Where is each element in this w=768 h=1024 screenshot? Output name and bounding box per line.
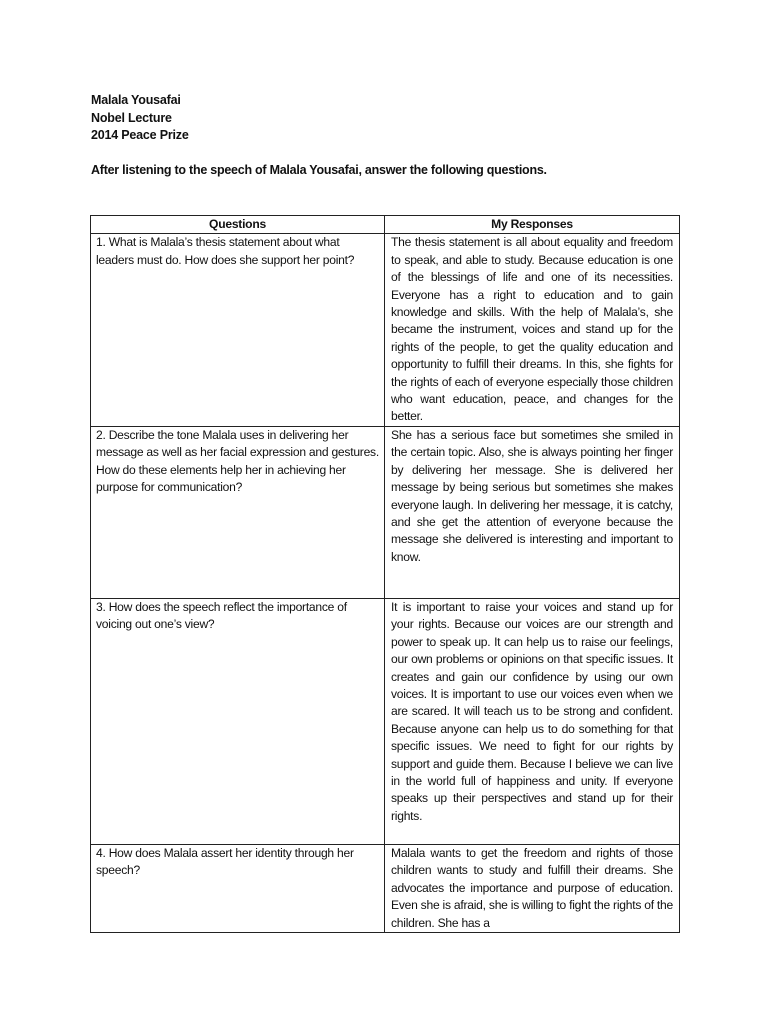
- instruction-text: After listening to the speech of Malala Yousafai, answer the following questions.: [91, 163, 547, 177]
- response-cell: [385, 844, 680, 932]
- table-header-row: [91, 216, 680, 234]
- question-cell: 2. Describe the tone Malala uses in delivering her message as well as her facial expression and gestures. How do these elements help her in achieving her purpose for communication?: [91, 426, 385, 598]
- question-cell: 3. How does the speech reflect the importance of voicing out one’s view?: [91, 598, 385, 844]
- question-cell: [91, 844, 385, 932]
- questions-table: [90, 215, 680, 933]
- response-text: Malala wants to get the freedom and rights of those children wants to study and fulfill their dreams. She advocates the importance and purpose of education. Even she is afraid, she is willing to fight the rights of the children. She has a: [391, 845, 673, 930]
- response-cell: The thesis statement is all about equality and freedom to speak, and able to study. Because education is one of the blessings of life and one of its necessities. Everyone has a right to education and to gain knowledge and skills. With the help of Malala’s, she became the instrument, voices and stand up for the rights of the people, to get the quality education and opportunity to fulfill their dreams. In this, she fights for the rights of each of everyone especially those children who want education, peace, and changes for the better.: [385, 234, 680, 426]
- header-prize: 2014 Peace Prize: [91, 128, 189, 142]
- question-cell: 1. What is Malala’s thesis statement about what leaders must do. How does she support her point?: [91, 234, 385, 426]
- response-cell: It is important to raise your voices and stand up for your rights. Because our voices are our strength and power to speak up. It can help us to raise our feelings, our own problems or opinions on that specific issues. It creates and gain our confidence by using our own voices. It is important to use our voices even when we are scared. It will teach us to be strong and confident. Because anyone can help us to do something for that specific issues. We need to fight for our rights by support and guide them. Because I believe we can live in the world full of happiness and unity. If everyone speaks up their perspectives and stand up for their rights.: [385, 598, 680, 844]
- question-text: 4. How does Malala assert her identity through her speech?: [96, 845, 354, 878]
- table-row: [91, 598, 680, 844]
- column-header-responses: My Responses: [385, 216, 680, 234]
- document-header: [91, 92, 189, 145]
- table-row: [91, 234, 680, 426]
- table-row: [91, 844, 680, 932]
- column-header-questions: Questions: [91, 216, 385, 234]
- header-name: Malala Yousafai: [91, 93, 181, 107]
- header-lecture: Nobel Lecture: [91, 110, 172, 125]
- response-cell: She has a serious face but sometimes she smiled in the certain topic. Also, she is always pointing her finger by delivering her message. She is delivered her message by being serious but sometimes she makes everyone laugh. In delivering her message, it is catchy, and she get the attention of everyone because the message she delivered is interesting and important to know.: [385, 426, 680, 598]
- table-row: [91, 426, 680, 598]
